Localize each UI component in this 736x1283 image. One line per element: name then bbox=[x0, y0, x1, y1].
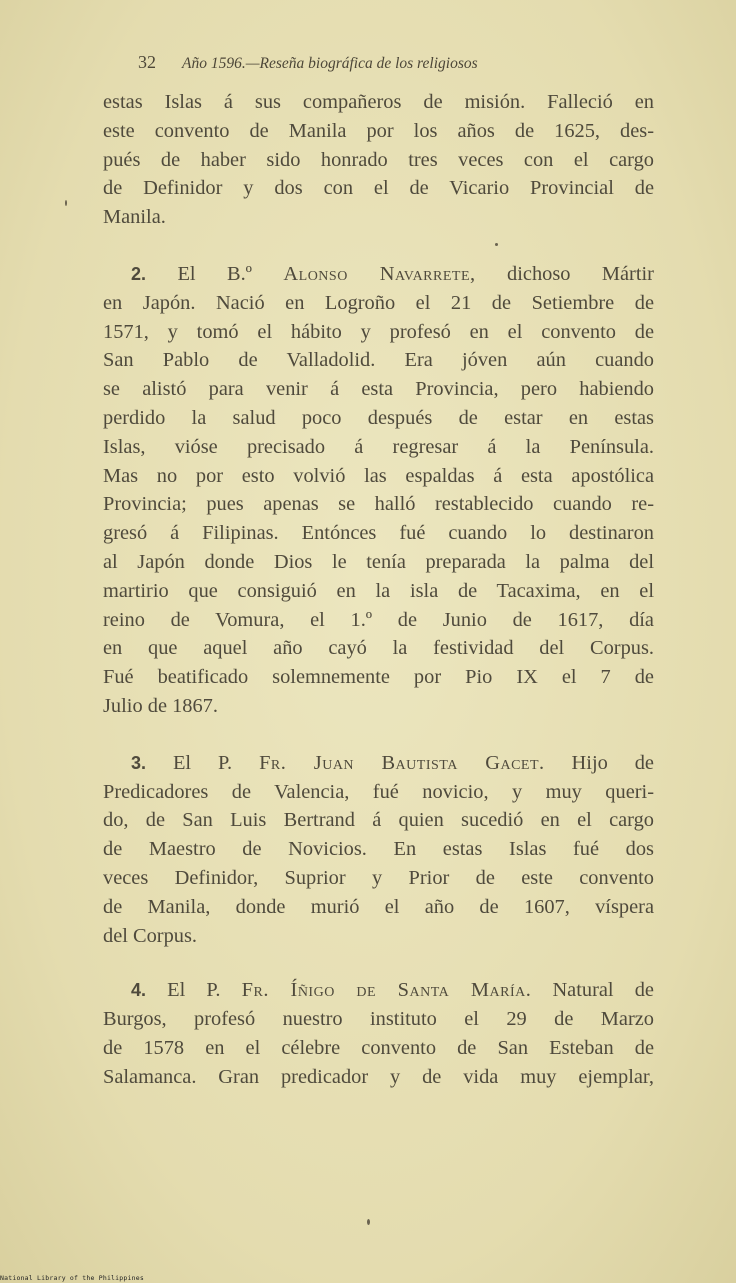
text-line: en Japón. Nació en Logroño el 21 de Setiembre de bbox=[103, 291, 654, 314]
entry-3 bbox=[103, 749, 654, 951]
entry-heading-line bbox=[103, 749, 654, 778]
running-head bbox=[138, 52, 598, 73]
text-line: Mas no por esto volvió las espaldas á esta apostólica bbox=[103, 464, 654, 487]
page-number: 32 bbox=[138, 52, 156, 72]
entry-number: 4. bbox=[131, 980, 147, 1001]
text-line: al Japón donde Dios le tenía preparada la palma del bbox=[103, 550, 654, 573]
entry-name: Fr. Juan Bautista Gacet. bbox=[259, 751, 545, 774]
entry-heading-line bbox=[103, 260, 654, 289]
text-line: de Definidor y dos con el de Vicario Provincial de bbox=[103, 177, 654, 200]
entry-first-line-rest: Hijo de bbox=[571, 751, 654, 774]
entry-name: Alonso Navarrete, bbox=[283, 262, 476, 285]
entry-number: 2. bbox=[131, 263, 147, 284]
text-line: Islas, vióse precisado á regresar á la Península. bbox=[103, 435, 654, 458]
paper-speck bbox=[367, 1219, 370, 1225]
text-line: de 1578 en el célebre convento de San Esteban de bbox=[103, 1036, 654, 1059]
entry-name: Fr. Íñigo de Santa María. bbox=[241, 979, 532, 1002]
entry-first-line-rest: Natural de bbox=[552, 979, 654, 1002]
entry-first-line-rest: dichoso Mártir bbox=[507, 262, 654, 285]
text-line: Burgos, profesó nuestro instituto el 29 de Marzo bbox=[103, 1008, 654, 1031]
text-line: de Maestro de Novicios. En estas Islas fué dos bbox=[103, 838, 654, 861]
text-line: gresó á Filipinas. Entónces fué cuando lo destinaron bbox=[103, 522, 654, 545]
entry-2 bbox=[103, 260, 654, 721]
library-footer: National Library of the Philippines bbox=[0, 1274, 144, 1282]
text-line: Fué beatificado solemnemente por Pio IX el 7 de bbox=[103, 666, 654, 689]
text-line: Predicadores de Valencia, fué novicio, y muy queri- bbox=[103, 780, 654, 803]
text-line: Provincia; pues apenas se halló restablecido cuando re- bbox=[103, 493, 654, 516]
entry-lead: El P. bbox=[167, 979, 221, 1002]
page-body bbox=[103, 88, 654, 1092]
entry-4 bbox=[103, 976, 654, 1091]
text-line: Salamanca. Gran predicador y de vida muy ejemplar, bbox=[103, 1065, 654, 1088]
entry-lead: El P. bbox=[172, 751, 233, 774]
text-line: Julio de 1867. bbox=[103, 694, 218, 717]
text-line: pués de haber sido honrado tres veces con el cargo bbox=[103, 148, 654, 171]
paper-speck bbox=[495, 243, 498, 246]
text-line: reino de Vomura, el 1.º de Junio de 1617, día bbox=[103, 608, 654, 631]
text-line: martirio que consiguió en la isla de Tacaxima, en el bbox=[103, 579, 654, 602]
text-line: 1571, y tomó el hábito y profesó en el convento de bbox=[103, 320, 654, 343]
entry-number: 3. bbox=[131, 752, 147, 773]
entry-heading-line bbox=[103, 976, 654, 1005]
entry-lead: El B.º bbox=[177, 262, 252, 285]
text-line: perdido la salud poco después de estar en estas bbox=[103, 406, 654, 429]
text-line: do, de San Luis Bertrand á quien sucedió en el cargo bbox=[103, 809, 654, 832]
text-line: se alistó para venir á esta Provincia, pero habiendo bbox=[103, 378, 654, 401]
text-line: veces Definidor, Suprior y Prior de este convento bbox=[103, 866, 654, 889]
text-line: del Corpus. bbox=[103, 924, 198, 947]
text-line: Manila. bbox=[103, 206, 166, 229]
text-line: en que aquel año cayó la festividad del Corpus. bbox=[103, 637, 654, 660]
continuation-paragraph bbox=[103, 88, 654, 232]
paper-speck bbox=[65, 200, 67, 206]
text-line: San Pablo de Valladolid. Era jóven aún cuando bbox=[103, 349, 654, 372]
text-line: de Manila, donde murió el año de 1607, víspera bbox=[103, 895, 654, 918]
text-line: este convento de Manila por los años de 1625, des- bbox=[103, 119, 654, 142]
running-title: Año 1596.—Reseña biográfica de los religiosos bbox=[182, 55, 478, 72]
text-line: estas Islas á sus compañeros de misión. Falleció en bbox=[103, 91, 654, 113]
